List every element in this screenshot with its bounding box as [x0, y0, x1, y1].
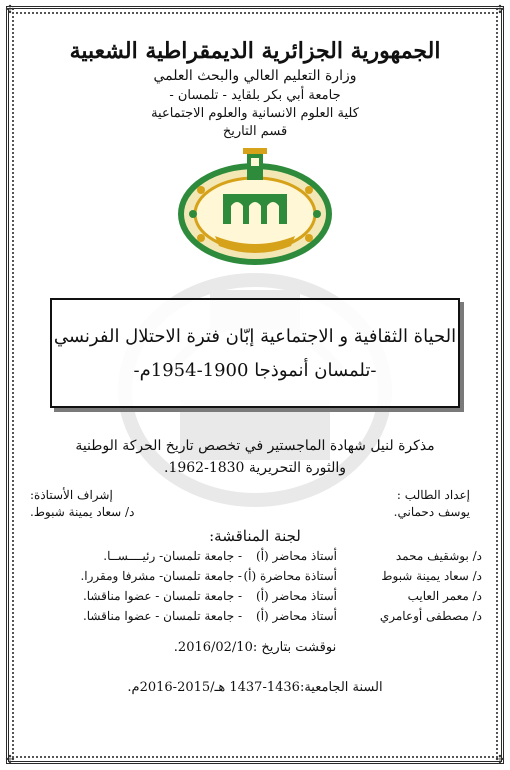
thesis-purpose-line2: والثورة التحريرية 1830-1962. — [163, 460, 346, 476]
member-rank: أستاذ محاضر (أ) — [256, 549, 337, 563]
committee-title: لجنة المناقشة: — [209, 527, 301, 545]
member-name: د/ مصطفى أوعامري — [379, 609, 482, 623]
member-name: د/ معمر العايب — [407, 589, 482, 603]
member-rank: أستاذ محاضر (أ) — [256, 609, 337, 623]
thesis-purpose-line1: مذكرة لنيل شهادة الماجستير في تخصص تاريخ الحركة الوطنية — [75, 438, 435, 454]
committee-member — [18, 549, 482, 565]
republic-title: الجمهورية الجزائرية الديمقراطية الشعبية — [69, 38, 441, 64]
thesis-title-line2: -تلمسان أنموذجا 1900-1954م- — [133, 360, 377, 381]
student-label: إعداد الطالب : — [396, 488, 470, 502]
faculty-name: كلية العلوم الانسانية والعلوم الاجتماعية — [151, 106, 359, 121]
defense-date: نوقشت بتاريخ :2016/02/10. — [173, 640, 337, 655]
corner-ornament-icon: ✣ — [5, 3, 15, 16]
supervisor-name: د/ سعاد يمينة شبوط. — [30, 505, 135, 519]
thesis-title-line1: الحياة الثقافية و الاجتماعية إبّان فترة الاحتلال الفرنسي — [53, 326, 457, 347]
supervisor-label: إشراف الأستاذة: — [30, 488, 113, 502]
university-seal-icon — [175, 146, 335, 266]
member-rank: أستاذة محاضرة (أ) — [243, 569, 337, 583]
member-role: - جامعة تلمسان- مشرفا ومقررا. — [80, 569, 242, 583]
corner-ornament-icon: ✣ — [5, 753, 15, 766]
member-role: - جامعة تلمسان - عضوا مناقشا. — [82, 589, 242, 603]
corner-ornament-icon: ✣ — [495, 753, 505, 766]
corner-ornament-icon: ✣ — [495, 3, 505, 16]
department-name: قسم التاريخ — [222, 124, 288, 139]
academic-year: السنة الجامعية:1436-1437 هـ/2015-2016م. — [127, 680, 383, 695]
university-logo — [175, 146, 335, 266]
committee-member — [18, 569, 482, 585]
member-role: - جامعة تلمسان- رئيــــســا. — [103, 549, 242, 563]
member-name: د/ سعاد يمينة شبوط — [381, 569, 482, 583]
member-name: د/ بوشقيف محمد — [395, 549, 482, 563]
committee-member — [18, 609, 482, 625]
thesis-title-box — [50, 298, 460, 408]
member-role: - جامعة تلمسان - عضوا مناقشا. — [82, 609, 242, 623]
committee-member — [18, 589, 482, 605]
student-name: يوسف دحماني. — [393, 505, 470, 519]
university-name: جامعة أبي بكر بلقايد - تلمسان - — [169, 88, 341, 103]
ministry-name: وزارة التعليم العالي والبحث العلمي — [153, 68, 357, 84]
member-rank: أستاذ محاضر (أ) — [256, 589, 337, 603]
